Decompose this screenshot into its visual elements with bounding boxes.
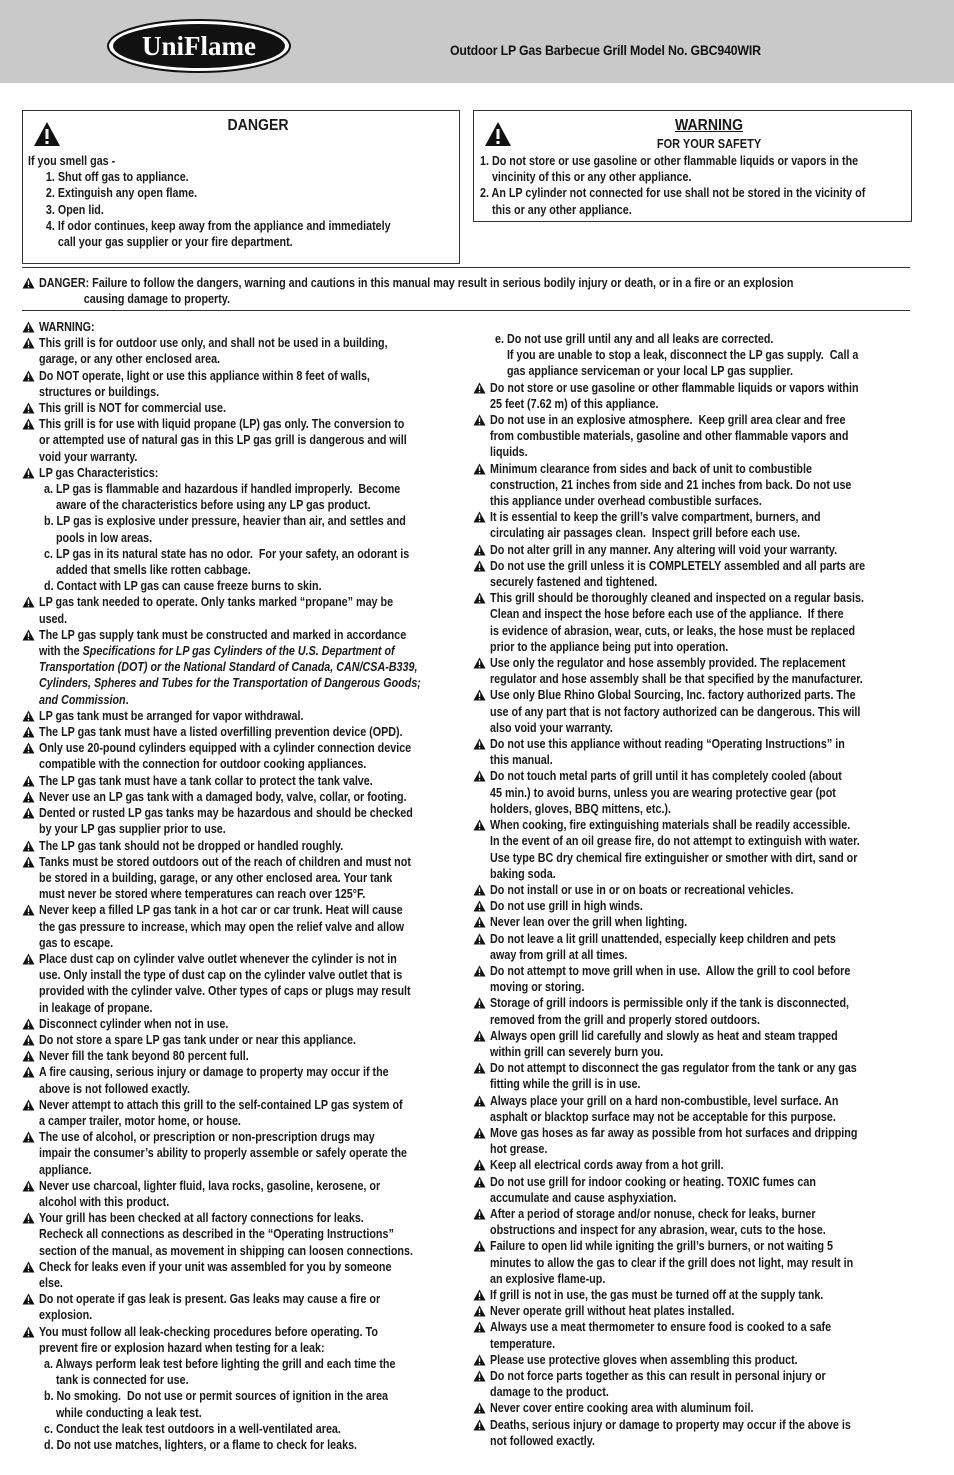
safety-item-line: this manual. [490, 753, 553, 768]
safety-item-line: LP gas tank must be arranged for vapor withdrawal. [39, 708, 304, 723]
safety-item-line: If grill is not in use, the gas must be turned off at the supply tank. [490, 1287, 824, 1302]
warning-triangle-icon [22, 840, 35, 852]
warning-triangle-icon [473, 1305, 486, 1317]
warning-triangle-icon [484, 121, 512, 147]
safety-item-line: Never keep a filled LP gas tank in a hot car or car trunk. Heat will cause [39, 903, 403, 918]
warning-triangle-icon [473, 657, 486, 669]
safety-item-line: WARNING: [39, 320, 95, 334]
safety-item-line: b. No smoking. Do not use or permit sources of ignition in the area [44, 1389, 389, 1404]
safety-item [473, 1238, 954, 1287]
safety-item-line: moving or storing. [490, 980, 585, 995]
safety-item [473, 461, 954, 510]
warning-triangle-icon [22, 467, 35, 479]
safety-item-line: above is not followed exactly. [39, 1081, 190, 1096]
warning-triangle-icon [473, 1095, 486, 1107]
warning-triangle-icon [22, 321, 35, 333]
warning-triangle-icon [473, 884, 486, 896]
safety-item-line: Your grill has been checked at all factory connections for leaks. [39, 1211, 364, 1226]
safety-item-line: Recheck all connections as described in the “Operating Instructions” [39, 1227, 394, 1242]
safety-item-line: an explosive flame-up. [490, 1271, 606, 1286]
safety-item-line: The LP gas tank should not be dropped or handled roughly. [39, 838, 344, 853]
safety-item-line: use. Only install the type of dust cap on the cylinder valve outlet that is [39, 968, 403, 983]
safety-item-line: else. [39, 1275, 63, 1290]
warning-triangle-icon [473, 511, 486, 523]
safety-item-line: within grill can severely burn you. [490, 1044, 664, 1059]
safety-item-line: Do not leave a lit grill unattended, especially keep children and pets [490, 931, 836, 946]
safety-item-line: If you are unable to stop a leak, disconnect the LP gas supply. Call a [495, 348, 859, 363]
warning-line: vincinity of this or any other appliance. [480, 170, 692, 185]
safety-item-line: used. [39, 611, 68, 626]
danger-line: 3. Open lid. [28, 202, 104, 217]
danger-box [22, 110, 460, 264]
safety-item-line: Do not use this appliance without reading “Operating Instructions” in [490, 737, 845, 752]
safety-item-line: d. Do not use matches, lighters, or a flame to check for leaks. [44, 1438, 358, 1453]
safety-item [473, 768, 954, 817]
safety-item-line: while conducting a leak test. [44, 1405, 202, 1420]
danger-banner [22, 275, 954, 307]
safety-item-line: Do not use in an explosive atmosphere. Keep grill area clear and free [490, 413, 846, 428]
safety-item-line: This grill is for use with liquid propane (LP) gas only. The conversion to [39, 417, 405, 432]
safety-item-line: Transportation (DOT) or the National Standard of Canada, CAN/CSA-B339, [39, 660, 418, 675]
safety-item-line: structures or buildings. [39, 384, 160, 399]
safety-item-line: The use of alcohol, or prescription or non-prescription drugs may [39, 1130, 375, 1145]
safety-item-line: obstructions and inspect for any abrasion, wear, cuts to the hose. [490, 1223, 826, 1238]
warning-triangle-icon [22, 775, 35, 787]
danger-line: call your gas supplier or your fire department. [28, 235, 293, 250]
safety-item-line: by your LP gas supplier prior to use. [39, 822, 226, 837]
warning-triangle-icon [33, 121, 61, 147]
safety-item-line: aware of the characteristics before using any LP gas product. [44, 498, 371, 513]
warning-triangle-icon [473, 1030, 486, 1042]
safety-item-line: removed from the grill and properly stored outdoors. [490, 1012, 760, 1027]
safety-item-line: In the event of an oil grease fire, do not attempt to extinguish with water. [490, 834, 860, 849]
safety-item-line: alcohol with this product. [39, 1194, 170, 1209]
safety-item [473, 1319, 954, 1351]
safety-item-line: Failure to open lid while igniting the grill’s burners, or not waiting 5 [490, 1239, 834, 1254]
safety-item-line: Never attempt to attach this grill to the self-contained LP gas system of [39, 1097, 403, 1112]
safety-item-line: liquids. [490, 445, 528, 460]
safety-item-line: Clean and inspect the hose before each use of the appliance. If there [490, 607, 844, 622]
safety-item-line: Do not operate if gas leak is present. Gas leaks may cause a fire or [39, 1292, 381, 1307]
safety-item-line: d. Contact with LP gas can cause freeze burns to skin. [44, 579, 322, 594]
safety-item-line: b. LP gas is explosive under pressure, heavier than air, and settles and [44, 514, 406, 529]
warning-triangle-icon [22, 807, 35, 819]
warning-triangle-icon [22, 1326, 35, 1338]
safety-item-line: Do not use grill for indoor cooking or heating. TOXIC fumes can [490, 1174, 816, 1189]
safety-item-line: Dented or rusted LP gas tanks may be hazardous and should be checked [39, 806, 413, 821]
warning-line: 2. An LP cylinder not connected for use shall not be stored in the vicinity of [480, 186, 866, 201]
warning-triangle-icon [22, 856, 35, 868]
warning-triangle-icon [22, 726, 35, 738]
safety-item [473, 1206, 954, 1238]
safety-item-line: Do not use grill in high winds. [490, 899, 643, 914]
warning-triangle-icon [473, 1208, 486, 1220]
warning-triangle-icon [22, 1066, 35, 1078]
safety-item-line: Only use 20-pound cylinders equipped with a cylinder connection device [39, 741, 412, 756]
safety-item [473, 1400, 954, 1416]
safety-item-line: tank is connected for use. [44, 1373, 189, 1388]
warning-triangle-icon [473, 1127, 486, 1139]
safety-item-line: is evidence of abrasion, wear, cuts, or leaks, the hose must be replaced [490, 623, 856, 638]
safety-item-line: not followed exactly. [490, 1433, 595, 1448]
safety-item-line: compatible with the connection for outdoor cooking appliances. [39, 757, 367, 772]
safety-item-line: Cylinders, Spheres and Tubes for the Transportation of Dangerous Goods; [39, 676, 421, 691]
safety-item-line: Do not alter grill in any manner. Any altering will void your warranty. [490, 542, 838, 557]
safety-item-line: Do not force parts together as this can result in personal injury or [490, 1369, 826, 1383]
warning-triangle-icon [22, 1180, 35, 1192]
safety-item [473, 542, 954, 558]
safety-item-line: in leakage of propane. [39, 1000, 153, 1015]
divider-bottom [22, 310, 910, 311]
warning-box [473, 110, 912, 222]
header-bar [0, 0, 954, 83]
warning-triangle-icon [22, 596, 35, 608]
safety-item-line: When cooking, fire extinguishing materials shall be readily accessible. [490, 818, 851, 833]
warning-triangle-icon [22, 402, 35, 414]
safety-item-line: fitting while the grill is in use. [490, 1077, 641, 1092]
safety-item-line: gas to escape. [39, 935, 114, 950]
safety-item-line: damage to the product. [490, 1385, 609, 1400]
safety-item-line: or attempted use of natural gas in this LP gas grill is dangerous and will [39, 433, 407, 448]
warning-triangle-icon [473, 1159, 486, 1171]
uniflame-logo [106, 18, 292, 74]
safety-item-line: this appliance under overhead combustible surfaces. [490, 494, 762, 509]
safety-item-line: Keep all electrical cords away from a hot grill. [490, 1158, 724, 1173]
safety-item-line: accumulate and cause asphyxiation. [490, 1190, 677, 1205]
safety-item [473, 1368, 954, 1400]
safety-item [473, 1287, 954, 1303]
safety-item-line: use of any part that is not factory authorized can be dangerous. This will [490, 704, 861, 719]
warning-triangle-icon [22, 791, 35, 803]
safety-item-line: c. LP gas in its natural state has no odor. For your safety, an odorant is [44, 546, 410, 561]
divider-top [22, 267, 910, 268]
safety-item-line: explosion. [39, 1308, 93, 1323]
safety-item-line: Never operate grill without heat plates installed. [490, 1304, 735, 1319]
safety-item [473, 898, 954, 914]
safety-item-line: asphalt or blacktop surface may not be acceptable for this purpose. [490, 1109, 836, 1124]
danger-line: 2. Extinguish any open flame. [28, 186, 198, 201]
warning-triangle-icon [473, 738, 486, 750]
safety-item [473, 655, 954, 687]
warning-triangle-icon [473, 1419, 486, 1431]
safety-item [473, 412, 954, 461]
safety-item-line: This grill is for outdoor use only, and shall not be used in a building, [39, 336, 388, 351]
safety-item-line: This grill is NOT for commercial use. [39, 401, 226, 416]
safety-item-line: appliance. [39, 1162, 92, 1177]
safety-item-line: be stored in a building, garage, or any other enclosed area. Your tank [39, 870, 393, 885]
warning-triangle-icon [22, 953, 35, 965]
safety-item-line: Do not store a spare LP gas tank under or near this appliance. [39, 1032, 357, 1047]
safety-item-line: Please use protective gloves when assembling this product. [490, 1352, 798, 1367]
safety-item [473, 1352, 954, 1368]
safety-item-line: 25 feet (7.62 m) of this appliance. [490, 396, 659, 411]
warning-triangle-icon [22, 1050, 35, 1062]
safety-item-line: must never be stored where temperatures can reach over 125°F. [39, 887, 366, 902]
safety-item-line: Do not use the grill unless it is COMPLETELY assembled and all parts are [490, 558, 866, 573]
safety-item [473, 736, 954, 768]
warning-triangle-icon [473, 965, 486, 977]
safety-item-line: Move gas hoses as far away as possible from hot surfaces and dripping [490, 1125, 858, 1140]
warning-triangle-icon [473, 1370, 486, 1382]
warning-triangle-icon [473, 560, 486, 572]
warning-triangle-icon [22, 1212, 35, 1224]
safety-item-line: a. LP gas is flammable and hazardous if handled improperly. Become [44, 482, 401, 497]
safety-item-line: Do not store or use gasoline or other flammable liquids or vapors within [490, 380, 859, 395]
safety-item-line: Check for leaks even if your unit was assembled for you by someone [39, 1259, 392, 1274]
warning-triangle-icon [22, 629, 35, 641]
warning-triangle-icon [473, 916, 486, 928]
safety-item [473, 509, 954, 541]
safety-item-line: prevent fire or explosion hazard when testing for a leak: [39, 1340, 325, 1355]
safety-item [473, 1417, 954, 1449]
safety-item [473, 914, 954, 930]
warning-triangle-icon [22, 710, 35, 722]
safety-item [473, 558, 954, 590]
safety-item [473, 590, 954, 655]
safety-item-line: The LP gas tank must have a tank collar to protect the tank valve. [39, 773, 373, 788]
safety-item-line: Deaths, serious injury or damage to property may occur if the above is [490, 1417, 851, 1432]
warning-triangle-icon [22, 277, 35, 289]
safety-item [473, 687, 954, 736]
safety-item-line: added that smells like rotten cabbage. [44, 563, 251, 578]
safety-item [473, 963, 954, 995]
safety-item-line: also void your warranty. [490, 720, 613, 735]
safety-item-line: Do not install or use in or on boats or recreational vehicles. [490, 882, 794, 897]
warning-subtitle: FOR YOUR SAFETY [656, 137, 762, 151]
warning-triangle-icon [22, 337, 35, 349]
safety-item-line: You must follow all leak-checking procedures before operating. To [39, 1324, 378, 1339]
danger-line: 4. If odor continues, keep away from the appliance and immediately [28, 218, 391, 233]
safety-item-line: A fire causing, serious injury or damage to property may occur if the [39, 1065, 389, 1080]
warning-line: 1. Do not store or use gasoline or other flammable liquids or vapors in the [480, 154, 859, 168]
safety-item-line: a camper trailer, motor home, or house. [39, 1113, 241, 1128]
safety-item-line: securely fastened and tightened. [490, 575, 658, 590]
safety-item-line: baking soda. [490, 866, 556, 881]
safety-item-line: 45 min.) to avoid burns, unless you are wearing protective gear (pot [490, 785, 836, 800]
safety-item-line: Always open grill lid carefully and slowly as heat and steam trapped [490, 1028, 838, 1043]
warning-triangle-icon [473, 463, 486, 475]
safety-item-line: Never lean over the grill when lighting. [490, 915, 688, 930]
danger-instructions [28, 153, 528, 250]
safety-item-line: Never cover entire cooking area with aluminum foil. [490, 1401, 754, 1416]
safety-item-line: section of the manual, as movement in shipping can loosen connections. [39, 1243, 413, 1258]
warning-triangle-icon [473, 1321, 486, 1333]
safety-item-line: Storage of grill indoors is permissible only if the tank is disconnected, [490, 996, 850, 1011]
warning-triangle-icon [22, 1034, 35, 1046]
safety-item-line: prior to the appliance being put into operation. [490, 639, 729, 654]
warning-triangle-icon [473, 592, 486, 604]
safety-item [473, 1125, 954, 1157]
safety-item-line: holders, gloves, BBQ mittens, etc.). [490, 801, 672, 816]
warning-triangle-icon [473, 770, 486, 782]
safety-item [473, 1093, 954, 1125]
danger-banner-line: DANGER: Failure to follow the dangers, warning and cautions in this manual may result in serious bodily injury or death, or in a fire or an explosion [39, 276, 794, 290]
warning-triangle-icon [22, 1261, 35, 1273]
header-title: Outdoor LP Gas Barbecue Grill Model No. GBC940WIR [450, 42, 761, 58]
safety-item-line: regulator and hose assembly shall be that specified by the manufacturer. [490, 672, 863, 687]
warning-triangle-icon [22, 418, 35, 430]
safety-item-line: the gas pressure to increase, which may open the relief valve and allow [39, 919, 405, 934]
safety-item [473, 1028, 954, 1060]
warning-triangle-icon [473, 819, 486, 831]
warning-triangle-icon [473, 1289, 486, 1301]
warning-triangle-icon [473, 997, 486, 1009]
warning-triangle-icon [473, 1402, 486, 1414]
safety-item-line: Do not attempt to disconnect the gas regulator from the tank or any gas [490, 1061, 857, 1076]
warning-instructions [480, 153, 954, 218]
warning-triangle-icon [22, 904, 35, 916]
safety-item-line: Disconnect cylinder when not in use. [39, 1016, 229, 1031]
warning-title: WARNING [674, 117, 744, 134]
warning-triangle-icon [473, 1176, 486, 1188]
safety-item-line: e. Do not use grill until any and all leaks are corrected. [495, 332, 774, 346]
danger-banner-item [22, 275, 954, 307]
safety-item-line: Use type BC dry chemical fire extinguisher or smother with dirt, sand or [490, 850, 858, 865]
warning-triangle-icon [22, 1018, 35, 1030]
safety-item-line: provided with the cylinder valve. Other types of caps or plugs may result [39, 984, 411, 999]
danger-banner-line: causing damage to property. [39, 292, 230, 307]
warning-triangle-icon [22, 1293, 35, 1305]
warning-line: this or any other appliance. [480, 202, 632, 217]
safety-item [473, 995, 954, 1027]
safety-item-line: with the Specifications for LP gas Cylinders of the U.S. Department of [39, 644, 395, 659]
warning-triangle-icon [473, 1354, 486, 1366]
safety-item-line: Use only Blue Rhino Global Sourcing, Inc. factory authorized parts. The [490, 688, 856, 703]
safety-item-line: minutes to allow the gas to clear if the grill does not light, may result in [490, 1255, 854, 1270]
safety-item-line: c. Conduct the leak test outdoors in a well-ventilated area. [44, 1421, 341, 1436]
safety-item [473, 380, 954, 412]
safety-item-line: a. Always perform leak test before lighting the grill and each time the [44, 1357, 396, 1371]
safety-item-line: pools in low areas. [44, 530, 153, 545]
danger-line: 1. Shut off gas to appliance. [28, 170, 189, 185]
safety-item-line: Use only the regulator and hose assembly provided. The replacement [490, 656, 846, 671]
safety-item-line: LP gas tank needed to operate. Only tanks marked “propane” may be [39, 595, 394, 610]
safety-item-line: Always place your grill on a hard non-combustible, level surface. An [490, 1093, 839, 1108]
safety-item-line: Never fill the tank beyond 80 percent full. [39, 1049, 249, 1064]
safety-item-line: The LP gas tank must have a listed overfilling prevention device (OPD). [39, 725, 403, 740]
safety-item-line: and Commission. [39, 692, 129, 707]
warning-triangle-icon [473, 544, 486, 556]
warning-triangle-icon [473, 382, 486, 394]
danger-title: DANGER [227, 117, 289, 134]
logo-text: UniFlame [142, 31, 256, 61]
safety-item-line: Never use an LP gas tank with a damaged body, valve, collar, or footing. [39, 789, 407, 804]
safety-item-line: Minimum clearance from sides and back of unit to combustible [490, 461, 812, 476]
safety-item [473, 931, 954, 963]
right-column [473, 331, 954, 1449]
safety-item-line: Never use charcoal, lighter fluid, lava rocks, gasoline, kerosene, or [39, 1178, 381, 1193]
warning-triangle-icon [473, 1240, 486, 1252]
safety-item-line: impair the consumer’s ability to properly assemble or safely operate the [39, 1146, 408, 1161]
safety-item [473, 331, 954, 380]
warning-triangle-icon [22, 1131, 35, 1143]
safety-item-line: Place dust cap on cylinder valve outlet whenever the cylinder is not in [39, 951, 397, 966]
safety-item-line: Do not attempt to move grill when in use. Allow the grill to cool before [490, 963, 851, 978]
safety-item-line: Tanks must be stored outdoors out of the reach of children and must not [39, 854, 411, 869]
safety-item [473, 817, 954, 882]
warning-triangle-icon [473, 689, 486, 701]
safety-item-line: circulating air passages clean. Inspect grill before each use. [490, 526, 801, 541]
safety-item-line: void your warranty. [39, 449, 138, 464]
warning-triangle-icon [22, 742, 35, 754]
safety-item [473, 1303, 954, 1319]
warning-triangle-icon [473, 414, 486, 426]
safety-item-line: away from grill at all times. [490, 947, 628, 962]
safety-item-line: hot grease. [490, 1142, 548, 1157]
safety-item-line: garage, or any other enclosed area. [39, 352, 221, 367]
safety-item [473, 1157, 954, 1173]
safety-item-line: The LP gas supply tank must be constructed and marked in accordance [39, 627, 407, 642]
safety-item-line: Always use a meat thermometer to ensure food is cooked to a safe [490, 1320, 832, 1335]
safety-item-line: gas appliance serviceman or your local LP gas supplier. [495, 364, 793, 379]
safety-item [473, 1174, 954, 1206]
warning-triangle-icon [473, 1062, 486, 1074]
safety-item-line: LP gas Characteristics: [39, 465, 159, 480]
warning-triangle-icon [473, 900, 486, 912]
warning-triangle-icon [22, 1099, 35, 1111]
safety-item [473, 1060, 954, 1092]
safety-item-line: Do not touch metal parts of grill until it has completely cooled (about [490, 769, 842, 784]
safety-item [473, 882, 954, 898]
safety-item-line: After a period of storage and/or nonuse, check for leaks, burner [490, 1206, 816, 1221]
safety-item-line: construction, 21 inches from side and 21 inches from back. Do not use [490, 477, 852, 492]
safety-item-line: This grill should be thoroughly cleaned and inspected on a regular basis. [490, 591, 864, 606]
safety-item-line: Do NOT operate, light or use this appliance within 8 feet of walls, [39, 368, 370, 383]
safety-item-line: It is essential to keep the grill’s valve compartment, burners, and [490, 510, 821, 525]
warning-triangle-icon [473, 933, 486, 945]
safety-item-line: temperature. [490, 1336, 556, 1351]
danger-line: If you smell gas - [28, 154, 116, 168]
safety-item-line: from combustible materials, gasoline and other flammable vapors and [490, 429, 849, 444]
warning-triangle-icon [22, 370, 35, 382]
